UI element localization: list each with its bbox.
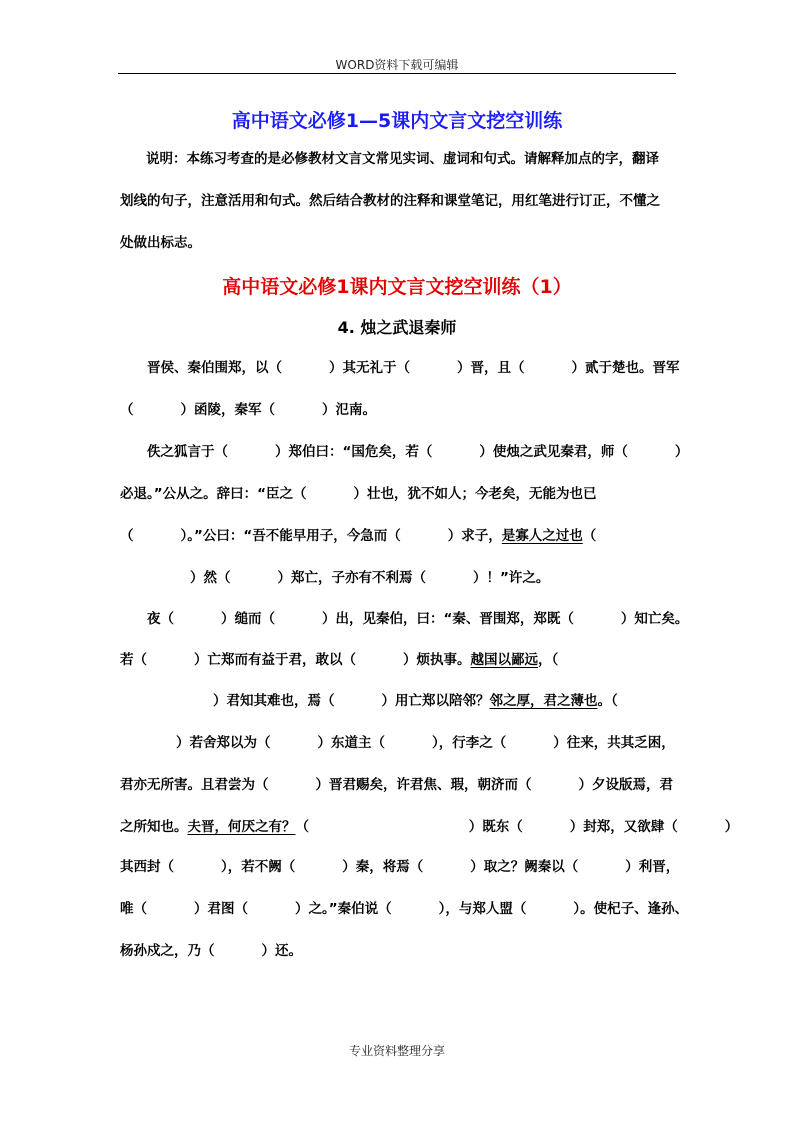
text-line-9 — [213, 692, 618, 710]
text-line-2: （ ）函陵，秦军（ ）氾南。 — [120, 402, 376, 418]
text-line-13: 其西封（ ），若不阙（ ）秦，将焉（ ）取之？阙秦以（ ）利晋， — [120, 859, 680, 875]
text-line-7: 夜（ ）缒而（ ）出，见秦伯，曰：“秦、晋围郑，郑既（ ）知亡矣。 — [147, 611, 689, 627]
text-segment: 。（ — [597, 693, 618, 709]
text-line-12 — [120, 818, 738, 836]
text-line-4: 必退。”公从之。辞曰：“臣之（ ）壮也，犹不如人；今老矣，无能为也已 — [120, 486, 597, 502]
translation-sentence: 邻之厚，君之薄也 — [489, 693, 598, 709]
text-line-1: 晋侯、秦伯围郑，以（ ）其无礼于（ ）晋，且（ ）贰于楚也。晋军 — [147, 360, 680, 376]
translation-sentence: 越国以鄙远 — [470, 652, 538, 668]
text-segment: ，（ — [538, 652, 559, 668]
text-segment: （ ）。”公曰：“吾不能早用子，今急而（ ）求子， — [120, 528, 502, 544]
page-header: WORD资料下载可编辑 — [335, 58, 459, 72]
text-segment: ）君知其难也，焉（ ）用亡郑以陪邻？ — [213, 693, 490, 709]
intro-line-1: 说明：本练习考查的是必修教材文言文常见实词、虚词和句式。请解释加点的字，翻译 — [146, 151, 659, 167]
page-footer: 专业资料整理分享 — [348, 1044, 445, 1058]
text-segment: （ ）既东（ ）封郑，又欲肆（ ） — [295, 819, 739, 835]
translation-sentence: 是寡人之过也 — [501, 528, 583, 544]
text-line-6: ）然（ ）郑亡，子亦有不利焉（ ）！”许之。 — [190, 570, 550, 586]
text-line-8 — [120, 651, 558, 669]
text-line-11: 君亦无所害。且君尝为（ ）晋君赐矣，许君焦、瑕，朝济而（ ）夕设版焉，君 — [120, 777, 673, 793]
intro-line-3: 处做出标志。 — [120, 235, 201, 251]
document-title: 高中语文必修1—5课内文言文挖空训练 — [231, 110, 563, 132]
translation-sentence: 夫晋，何厌之有？ — [187, 819, 296, 835]
text-line-3: 佚之狐言于（ ）郑伯曰：“国危矣，若（ ）使烛之武见秦君，师（ ） — [147, 444, 689, 460]
text-line-10: ）若舍郑以为（ ）东道主（ ），行李之（ ）往来，共其乏困， — [176, 735, 675, 751]
lesson-title: 4. 烛之武退秦师 — [337, 318, 457, 337]
intro-line-2: 划线的句子，注意活用和句式。然后结合教材的注释和课堂笔记，用红笔进行订正，不懂之 — [120, 193, 660, 209]
section-title: 高中语文必修1课内文言文挖空训练（1） — [222, 276, 572, 298]
text-segment: （ — [582, 528, 597, 544]
text-segment: 之所知也。 — [120, 819, 188, 835]
text-segment: 若（ ）亡郑而有益于君，敢以（ ）烦执事。 — [120, 652, 471, 668]
text-line-5 — [120, 527, 596, 545]
text-line-14: 唯（ ）君图（ ）之。”秦伯说（ ），与郑人盟（ ）。使杞子、逢孙、 — [120, 901, 689, 917]
header-divider — [118, 73, 676, 74]
text-line-15: 杨孙戍之，乃（ ）还。 — [120, 943, 302, 959]
